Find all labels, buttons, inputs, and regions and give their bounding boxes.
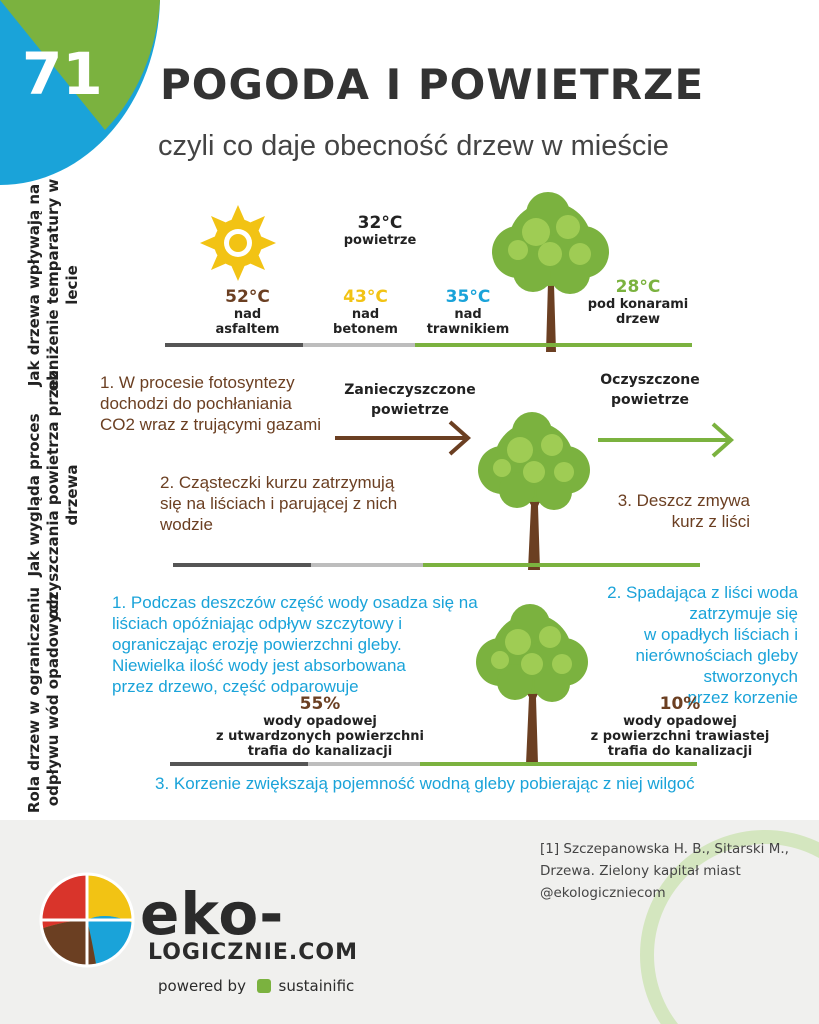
air-temp: 32°C powietrze — [343, 213, 417, 248]
ground-concrete — [308, 762, 420, 766]
logo-wordmark: eko- — [140, 880, 285, 948]
clean-arrow-icon — [598, 420, 738, 460]
tree-illustration — [472, 410, 597, 570]
logo-domain: LOGICZNIE.COM — [148, 940, 359, 965]
asphalt-temp: 52°C nad asfaltem — [215, 287, 280, 337]
ground-lawn — [423, 563, 700, 567]
ground-asphalt — [173, 563, 311, 567]
section3-side-label: Rola drzew w ograniczeniu odpływu wód opadowych — [25, 586, 62, 814]
ground-lawn — [420, 762, 697, 766]
social-handle[interactable]: @ekologiczniecom — [540, 885, 666, 901]
purification-step1: 1. W procesie fotosyntezy dochodzi do pochłaniania CO2 wraz z trującymi gazami — [100, 373, 322, 434]
powered-by: powered by sustainific — [158, 977, 355, 995]
ground-concrete — [311, 563, 423, 567]
reference: [1] Szczepanowska H. B., Sitarski M., Drzewa. Zielony kapitał miast — [540, 841, 789, 879]
purification-step2: 2. Cząsteczki kurzu zatrzymują się na liściach i parującej z nich wodzie — [160, 473, 398, 534]
eko-logo-icon — [37, 870, 137, 970]
lawn-temp: 35°C nad trawnikiem — [426, 287, 510, 337]
partner-name: sustainific — [278, 977, 355, 995]
runoff-step2: 2. Spadająca z liści woda zatrzymuje się w opadłych liściach i nierównościach gleby stworzonych przez korzenie — [607, 583, 798, 707]
grass-runoff-stat: 10% wody opadowej z powierzchni trawiastej trafia do kanalizacji — [590, 694, 770, 759]
ground-concrete — [303, 343, 415, 347]
runoff-step3: 3. Korzenie zwiększają pojemność wodną gleby pobierając z niej wilgoć — [155, 774, 695, 793]
page-subtitle: czyli co daje obecność drzew w mieście — [158, 130, 669, 162]
polluted-arrow-icon — [335, 418, 475, 458]
tree-illustration — [488, 192, 613, 352]
concrete-temp: 43°C nad betonem — [333, 287, 398, 337]
section1-side-label: Jak drzewa wpływają na obniżenie temparatury w lecie — [25, 178, 81, 392]
section2-side-label: Jak wygląda proces oczyszczania powietrza przez drzewa — [25, 370, 81, 620]
sustainific-leaf-icon — [257, 979, 271, 993]
clean-air-label: Oczyszczone powietrze — [600, 372, 700, 408]
infographic-number: 71 — [22, 40, 103, 108]
sun-icon — [198, 203, 278, 283]
polluted-air-label: Zanieczyszczone powietrze — [344, 382, 476, 418]
ground-asphalt — [170, 762, 308, 766]
purification-step3: 3. Deszcz zmywa kurz z liści — [617, 491, 750, 531]
page-title: POGODA I POWIETRZE — [160, 60, 705, 109]
canopy-temp: 28°C pod konarami drzew — [587, 277, 689, 327]
ground-asphalt — [165, 343, 303, 347]
runoff-step1: 1. Podczas deszczów część wody osadza się na liściach opóźniając odpływ szczytowy i ograniczając erozję powierzchni gleby. Niewielka ilość wody jest absorbowana przez drzewo, część odparowuje — [112, 593, 478, 696]
hardsurface-runoff-stat: 55% wody opadowej z utwardzonych powierzchni trafia do kanalizacji — [216, 694, 424, 759]
decorative-ring-icon — [620, 795, 819, 1024]
ground-lawn — [415, 343, 692, 347]
